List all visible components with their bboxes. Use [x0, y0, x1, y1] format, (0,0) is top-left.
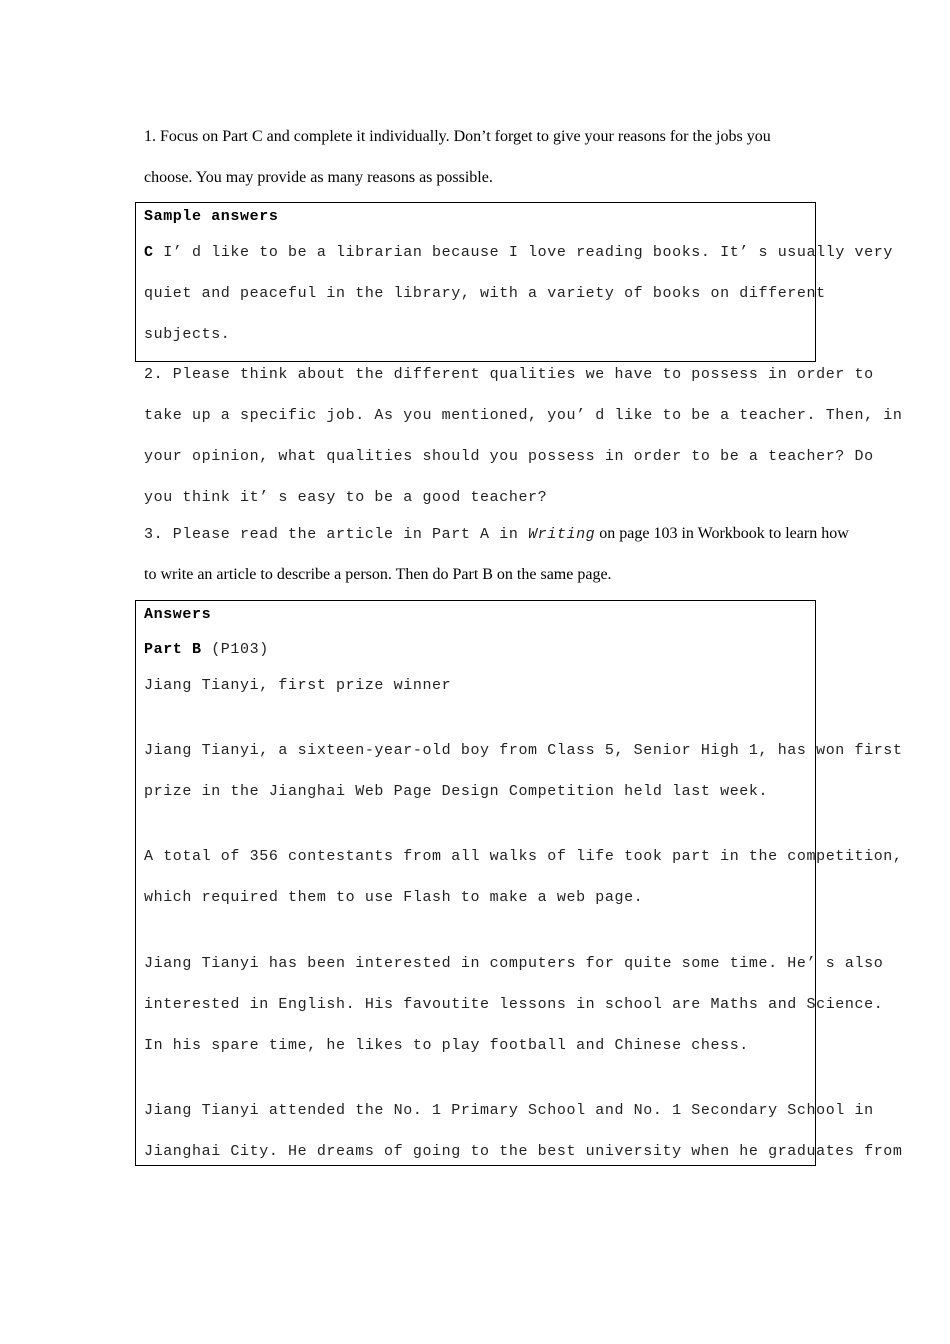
sample-answer-line-3: subjects.	[144, 326, 231, 343]
part-c-label: C	[144, 244, 154, 261]
part-b-line	[144, 640, 269, 660]
sample-answer-line-1	[144, 243, 893, 263]
paragraph-2-line-2: which required them to use Flash to make a web page.	[144, 889, 644, 906]
paragraph-3-line-1: Jiang Tianyi has been interested in computers for quite some time. He’ s also	[144, 955, 884, 972]
question-3-line-2: to write an article to describe a person. Then do Part B on the same page.	[144, 566, 612, 583]
paragraph-4-line-1: Jiang Tianyi attended the No. 1 Primary School and No. 1 Secondary School in	[144, 1102, 874, 1119]
question-3-suffix: on page 103 in Workbook to learn how	[595, 525, 849, 542]
question-2-line-2: take up a specific job. As you mentioned, you’ d like to be a teacher. Then, in	[144, 407, 903, 424]
paragraph-2-line-1: A total of 356 contestants from all walks of life took part in the competition,	[144, 848, 903, 865]
sample-answer-line-2: quiet and peaceful in the library, with a variety of books on different	[144, 285, 826, 302]
question-1-line-2: choose. You may provide as many reasons as possible.	[144, 169, 493, 186]
question-1-line-1: 1. Focus on Part C and complete it individually. Don’t forget to give your reasons for the jobs you	[144, 128, 771, 145]
answers-heading: Answers	[144, 606, 212, 623]
paragraph-1-line-1: Jiang Tianyi, a sixteen-year-old boy from Class 5, Senior High 1, has won first	[144, 742, 903, 759]
paragraph-3-line-3: In his spare time, he likes to play football and Chinese chess.	[144, 1037, 749, 1054]
paragraph-4-line-2: Jianghai City. He dreams of going to the best university when he graduates from	[144, 1143, 903, 1160]
question-3-line-1	[144, 524, 849, 545]
question-2-line-4: you think it’ s easy to be a good teacher?	[144, 489, 548, 506]
sample-answer-text: I’ d like to be a librarian because I love reading books. It’ s usually very	[153, 244, 893, 261]
part-b-label: Part B	[144, 641, 202, 658]
article-title: Jiang Tianyi, first prize winner	[144, 677, 452, 694]
paragraph-1-line-2: prize in the Jianghai Web Page Design Competition held last week.	[144, 783, 769, 800]
sample-answers-heading: Sample answers	[144, 208, 279, 225]
question-2-line-3: your opinion, what qualities should you possess in order to be a teacher? Do	[144, 448, 874, 465]
part-b-page: (P103)	[201, 641, 269, 658]
writing-italic: Writing	[528, 526, 596, 543]
question-3-prefix: 3. Please read the article in Part A in	[144, 526, 529, 543]
paragraph-3-line-2: interested in English. His favoutite lessons in school are Maths and Science.	[144, 996, 884, 1013]
question-2-line-1: 2. Please think about the different qualities we have to possess in order to	[144, 366, 874, 383]
